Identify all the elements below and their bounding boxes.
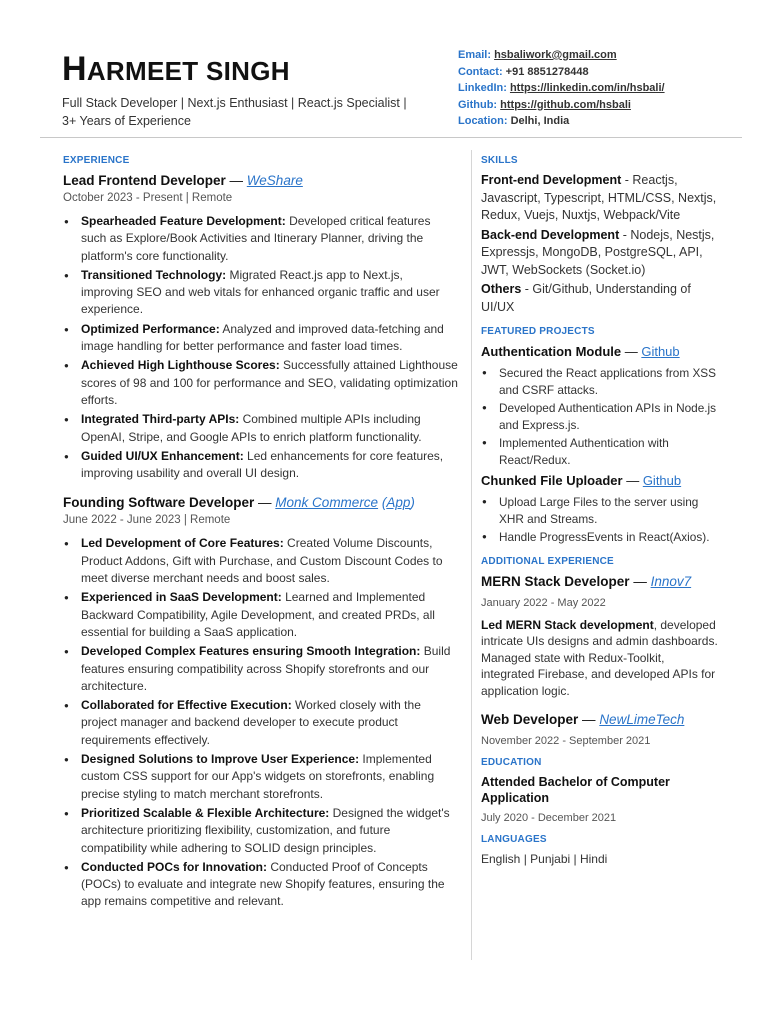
additional-dates: November 2022 - September 2021 bbox=[481, 735, 651, 747]
list-item: ● Conducted POCs for Innovation: Conducted Proof of Concepts (POCs) to evaluate and integrate new Shopify features, ensuring the app remains competitive and relevant. bbox=[63, 859, 458, 911]
header-divider bbox=[40, 137, 742, 138]
additional-heading: ADDITIONAL EXPERIENCE bbox=[481, 555, 614, 567]
linkedin-label: LinkedIn: bbox=[458, 82, 507, 94]
list-item: ● Guided UI/UX Enhancement: Led enhancements for core features, improving usability and overall UI design. bbox=[63, 448, 458, 483]
job-bullets bbox=[63, 213, 458, 482]
app-paren-close: ) bbox=[410, 495, 415, 511]
contact-email-row bbox=[458, 47, 665, 64]
additional-dates: January 2022 - May 2022 bbox=[481, 596, 606, 609]
job-title: Founding Software Developer bbox=[63, 495, 255, 511]
additional-title-mern: MERN Stack Developer — Innov7 bbox=[481, 573, 692, 589]
candidate-name bbox=[62, 50, 290, 89]
list-item: ● Achieved High Lighthouse Scores: Successfully attained Lighthouse scores of 98 and 100 for performance and SEO, validating optimization efforts. bbox=[63, 357, 458, 409]
tagline-line1: Full Stack Developer | Next.js Enthusiast | React.js Specialist | bbox=[62, 96, 407, 110]
location-label: Location: bbox=[458, 115, 508, 127]
title-separator: — bbox=[225, 173, 247, 188]
company-link-innov7[interactable]: Innov7 bbox=[650, 573, 692, 589]
project-title-uploader: Chunked File Uploader — Github bbox=[481, 473, 682, 488]
list-item: ● Upload Large Files to the server using XHR and Streams. bbox=[481, 494, 721, 527]
list-item: ● Secured the React applications from XSS and CSRF attacks. bbox=[481, 365, 721, 398]
contact-block bbox=[458, 47, 665, 130]
list-item: ● Led Development of Core Features: Created Volume Discounts, Product Addons, Gift with Purchase, and Custom Discount Codes to meet diverse merchant needs and boost sales. bbox=[63, 535, 458, 587]
skill-frontend: Front-end Development - Reactjs, Javascript, Typescript, HTML/CSS, Nextjs, Redux, Vuejs, Nuxtjs, Webpack/Vite bbox=[481, 173, 717, 222]
job-dates: October 2023 - Present | Remote bbox=[63, 192, 233, 204]
email-label: Email: bbox=[458, 49, 492, 61]
tagline-line2: 3+ Years of Experience bbox=[62, 114, 191, 128]
contact-github-row bbox=[458, 97, 665, 114]
list-item: ● Optimized Performance: Analyzed and improved data-fetching and image handling for better performance and faster load times. bbox=[63, 321, 458, 356]
skills-heading: SKILLS bbox=[481, 155, 518, 166]
left-column bbox=[63, 155, 458, 919]
projects-heading: FEATURED PROJECTS bbox=[481, 326, 595, 337]
list-item: ● Designed Solutions to Improve User Experience: Implemented custom CSS support for our App's widgets on storefronts, enabling precise styling to match merchant storefronts. bbox=[63, 751, 458, 803]
list-item: ● Collaborated for Effective Execution: Worked closely with the project manager and backend developer to execute product requirements effectively. bbox=[63, 697, 458, 749]
languages-heading: LANGUAGES bbox=[481, 834, 547, 845]
title-separator: — bbox=[254, 495, 276, 511]
job-title: Lead Frontend Developer bbox=[63, 173, 226, 188]
list-item: ● Integrated Third-party APIs: Combined multiple APIs including OpenAI, Stripe, and Google APIs to enrich platform functionality. bbox=[63, 411, 458, 446]
contact-phone-row bbox=[458, 64, 665, 81]
phone-label: Contact: bbox=[458, 65, 503, 78]
list-item: ● Transitioned Technology: Migrated React.js app to Next.js, improving SEO and web vitals for enhanced organic traffic and user experience. bbox=[63, 267, 458, 319]
project-github-link[interactable]: Github bbox=[641, 344, 680, 359]
contact-location-row bbox=[458, 113, 665, 130]
list-item: ● Prioritized Scalable & Flexible Architecture: Designed the widget's architecture prioritizing flexibility, customization, and future compatibility while adhering to SOLID design principles. bbox=[63, 805, 458, 857]
name-last: SINGH bbox=[205, 56, 290, 86]
list-item: ● Experienced in SaaS Development: Learned and Implemented Backward Compatibility, Agile Development, and created PRDs, all essential for building a SaaS application. bbox=[63, 589, 458, 641]
list-item: ● Handle ProgressEvents in React(Axios). bbox=[481, 529, 721, 546]
job-dates: June 2022 - June 2023 | Remote bbox=[63, 514, 231, 527]
company-link-newlimetech[interactable]: NewLimeTech bbox=[599, 712, 685, 727]
list-item: ● Developed Authentication APIs in Node.js and Express.js. bbox=[481, 400, 721, 433]
education-dates: July 2020 - December 2021 bbox=[481, 812, 617, 824]
list-item: ● Implemented Authentication with React/Redux. bbox=[481, 435, 721, 468]
experience-heading: EXPERIENCE bbox=[63, 155, 130, 166]
right-column bbox=[481, 155, 721, 868]
education-heading: EDUCATION bbox=[481, 757, 542, 768]
job-bullets bbox=[63, 535, 458, 910]
app-link[interactable]: App bbox=[386, 495, 411, 511]
skill-others: Others - Git/Github, Understanding of UI/UX bbox=[481, 282, 691, 314]
phone-value: +91 8851278448 bbox=[505, 65, 589, 78]
github-label: Github: bbox=[458, 98, 498, 111]
contact-linkedin-row bbox=[458, 80, 665, 97]
email-link[interactable]: hsbaliwork@gmail.com bbox=[494, 49, 617, 61]
column-divider bbox=[471, 150, 472, 960]
location-value: Delhi, India bbox=[510, 115, 570, 127]
project-bullets bbox=[481, 494, 721, 546]
job-title-row bbox=[63, 172, 458, 190]
list-item: ● Spearheaded Feature Development: Developed critical features such as Explore/Book Activities and Itinerary Planner, driving the platform's core functionality. bbox=[63, 213, 458, 265]
job-weshare bbox=[63, 172, 458, 482]
github-link[interactable]: https://github.com/hsbali bbox=[500, 98, 631, 111]
company-link-weshare[interactable]: WeShare bbox=[246, 173, 303, 188]
name-initial: H bbox=[62, 50, 87, 88]
app-paren-open: ( bbox=[378, 495, 387, 511]
additional-title-web: Web Developer — NewLimeTech bbox=[481, 712, 685, 727]
project-bullets bbox=[481, 365, 721, 468]
company-link-monk[interactable]: Monk Commerce bbox=[275, 495, 379, 511]
additional-description: Led MERN Stack development, developed intricate UIs designs and admin dashboards. Managed state with Redux-Toolkit, integrated Firebase, and developed APIs for application logic. bbox=[481, 617, 718, 698]
skill-backend: Back-end Development - Nodejs, Nestjs, Expressjs, MongoDB, PostgreSQL, API, JWT, WebSockets (Socket.io) bbox=[481, 227, 715, 277]
job-title-row bbox=[63, 494, 458, 512]
education-degree: Attended Bachelor of Computer Application bbox=[481, 775, 670, 805]
job-monk-commerce bbox=[63, 494, 458, 910]
project-title-auth: Authentication Module — Github bbox=[481, 344, 680, 359]
name-first-rest: ARMEET bbox=[86, 56, 199, 86]
linkedin-link[interactable]: https://linkedin.com/in/hsbali/ bbox=[509, 82, 665, 94]
tagline bbox=[62, 94, 422, 130]
languages-list: English | Punjabi | Hindi bbox=[481, 852, 608, 866]
project-github-link[interactable]: Github bbox=[642, 473, 682, 488]
list-item: ● Developed Complex Features ensuring Smooth Integration: Build features ensuring compatibility across Shopify storefronts and our architecture. bbox=[63, 643, 458, 695]
